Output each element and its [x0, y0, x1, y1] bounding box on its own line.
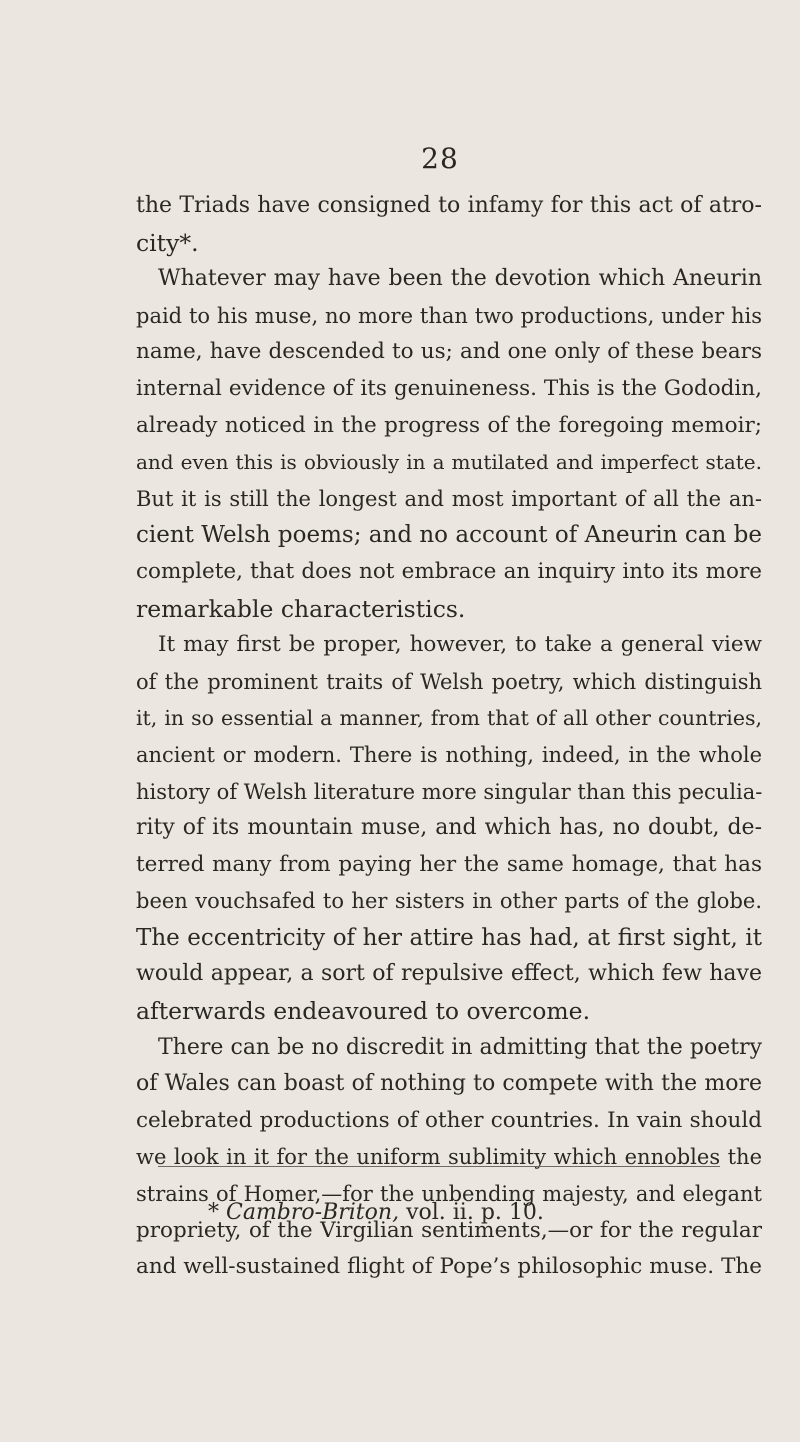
footnote-title: Cambro-Briton,: [226, 1200, 400, 1225]
text-line: it, in so essential a manner, from that of all other countries,: [136, 706, 762, 731]
text-line: already noticed in the progress of the foregoing memoir;: [136, 412, 762, 438]
text-line: But it is still the longest and most important of all the an-: [136, 486, 762, 511]
text-line: It may first be proper, however, to take a general view: [158, 632, 762, 658]
text-line: the Triads have consigned to infamy for this act of atro-: [136, 193, 762, 218]
text-line: propriety, of the Virgilian sentiments,—or for the regular: [136, 1217, 762, 1243]
text-line: paid to his muse, no more than two productions, under his: [136, 303, 762, 328]
text-line: celebrated productions of other countries. In vain should: [136, 1107, 762, 1133]
text-line: and well-sustained flight of Pope’s philosophic muse. The: [136, 1254, 762, 1280]
text-line: remarkable characteristics.: [136, 594, 466, 623]
text-line: afterwards endeavoured to overcome.: [136, 997, 591, 1026]
text-line: complete, that does not embrace an inquiry into its more: [136, 558, 762, 584]
text-line: city*.: [136, 228, 199, 257]
text-line: internal evidence of its genuineness. This is the Gododin,: [136, 375, 762, 401]
text-line: and even this is obviously in a mutilated and imperfect state.: [136, 450, 762, 475]
footnote-marker: *: [208, 1200, 219, 1225]
text-line: name, have descended to us; and one only of these bears: [136, 339, 762, 365]
text-line: history of Welsh literature more singular than this peculia-: [136, 779, 763, 804]
text-line: of the prominent traits of Welsh poetry, which distinguish: [136, 669, 762, 694]
footnote: [208, 1200, 544, 1225]
body-text: [136, 188, 762, 1286]
page-number: 28: [421, 142, 459, 175]
text-line: terred many from paying her the same homage, that has: [136, 851, 762, 877]
text-line: would appear, a sort of repulsive effect, which few have: [136, 961, 762, 987]
text-line: rity of its mountain muse, and which has, no doubt, de-: [136, 815, 762, 841]
footnote-divider: [158, 1166, 720, 1167]
text-line: we look in it for the uniform sublimity which ennobles the: [136, 1145, 762, 1170]
text-line: ancient or modern. There is nothing, indeed, in the whole: [136, 742, 762, 767]
text-line: strains of Homer,—for the unbending majesty, and elegant: [136, 1182, 762, 1207]
text-line: been vouchsafed to her sisters in other parts of the globe.: [136, 889, 762, 914]
footnote-reference: vol. ii. p. 10.: [406, 1200, 544, 1225]
text-line: Whatever may have been the devotion which Aneurin: [158, 266, 762, 292]
text-line: of Wales can boast of nothing to compete with the more: [136, 1071, 762, 1097]
text-line: cient Welsh poems; and no account of Aneurin can be: [136, 522, 762, 549]
text-line: The eccentricity of her attire has had, at first sight, it: [136, 924, 762, 951]
text-line: There can be no discredit in admitting that the poetry: [158, 1034, 762, 1060]
